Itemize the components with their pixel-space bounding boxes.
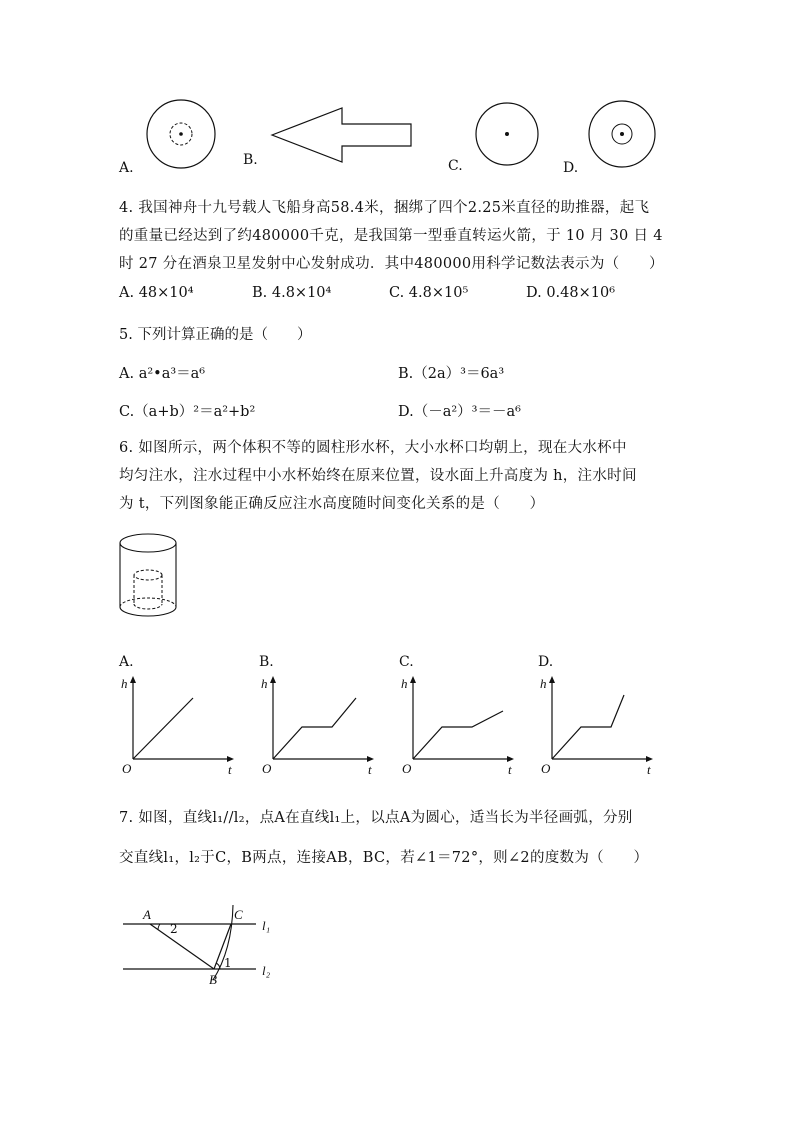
q4-option-a: A. 48×10⁴ (119, 285, 194, 301)
q5-option-d: D.（－a²）³＝－a⁶ (398, 404, 521, 420)
q5-option-b: B.（2a）³＝6a³ (398, 366, 505, 382)
q6-graph-a-label: A. (119, 654, 134, 670)
q6-graph-d-h: h (540, 676, 547, 691)
q7-angle-2: 2 (170, 922, 178, 936)
q7-label-b: B (209, 972, 217, 987)
q7-line1: 7. 如图，直线l₁//l₂，点A在直线l₁上，以点A为圆心，适当长为半径画弧，分别 (119, 810, 633, 826)
q6-graph-b-h: h (261, 676, 268, 691)
q6-line1: 6. 如图所示，两个体积不等的圆柱形水杯，大小水杯口均朝上，现在大水杯中 (119, 440, 627, 456)
q7-angle-1: 1 (224, 956, 232, 970)
q4-line1: 4. 我国神舟十九号载人飞船身高58.4米，捆绑了四个2.25米直径的助推器，起飞 (119, 200, 650, 216)
q4-option-c: C. 4.8×10⁵ (389, 285, 469, 301)
q6-line2: 均匀注水，注水过程中小水杯始终在原来位置，设水面上升高度为 h，注水时间 (119, 468, 637, 484)
q6-graph-d-label: D. (538, 654, 554, 670)
q6-graph-a-h: h (121, 676, 128, 691)
q3-option-d-label: D. (563, 160, 579, 176)
q4-option-b: B. 4.8×10⁴ (252, 285, 332, 301)
q4-line2: 的重量已经达到了约480000千克，是我国第一型垂直转运火箭，于 10 月 30 日 4 (119, 228, 663, 244)
q6-graph-b-t: t (368, 762, 372, 777)
q3-option-b-label: B. (243, 152, 258, 168)
q7-line2: 交直线l₁，l₂于C，B两点，连接AB，BC，若∠1＝72°，则∠2的度数为（ ） (119, 850, 649, 866)
q6-graph-d-t: t (647, 762, 651, 777)
q6-graph-d-o: O (541, 761, 551, 776)
q7-label-l2: l₂ (262, 963, 271, 978)
q6-graph-b-o: O (262, 761, 272, 776)
q6-graph-a-o: O (122, 761, 132, 776)
q6-graph-c-o: O (402, 761, 412, 776)
q5-stem: 5. 下列计算正确的是（ ） (119, 327, 312, 343)
q3-option-a-label: A. (119, 160, 134, 176)
q6-graph-c-t: t (508, 762, 512, 777)
q5-option-c: C.（a+b）²＝a²+b² (119, 404, 256, 420)
q6-graph-c-h: h (401, 676, 408, 691)
q6-graph-a-t: t (228, 762, 232, 777)
q7-label-c: C (234, 907, 243, 922)
q6-graph-c-label: C. (399, 654, 414, 670)
q4-line3: 时 27 分在酒泉卫星发射中心发射成功．其中480000用科学记数法表示为（ ） (119, 256, 664, 272)
q6-graph-b-label: B. (259, 654, 274, 670)
q6-line3: 为 t，下列图象能正确反应注水高度随时间变化关系的是（ ） (119, 496, 545, 512)
q7-label-a: A (143, 907, 151, 922)
segment-ab (150, 924, 214, 969)
q5-option-a: A. a²•a³＝a⁶ (119, 366, 206, 382)
q4-option-d: D. 0.48×10⁶ (526, 285, 616, 301)
q7-label-l1: l₁ (262, 918, 271, 933)
q3-option-c-label: C. (448, 158, 463, 174)
